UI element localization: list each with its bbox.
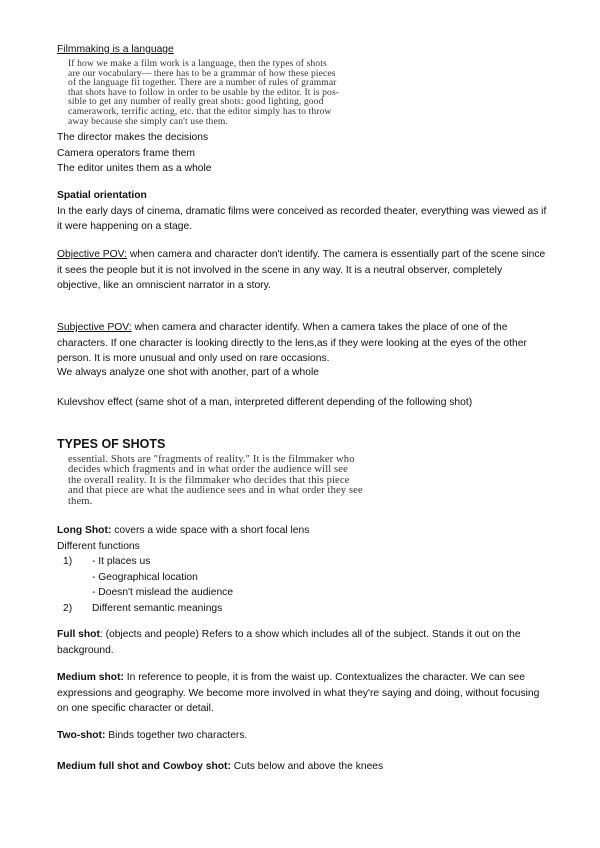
subjective-pov-paragraph (57, 320, 547, 367)
sub-item: - Geographical location (92, 571, 198, 583)
list-number: 1) (63, 556, 73, 567)
list-item (57, 601, 547, 617)
scan-line: camerawork, terrific acting, etc. that the editor simply has to throw (68, 105, 332, 117)
medium-shot-term: Medium shot: (57, 672, 124, 683)
scan-line: of the language fit together. There are a number of rules of grammar (68, 77, 337, 89)
full-shot-text: : (objects and people) Refers to a show which includes all of the subject. Stands it out on the background. (57, 629, 521, 656)
list-item-text: Different semantic meanings (92, 602, 223, 614)
cowboy-shot-term: Medium full shot and Cowboy shot: (57, 761, 231, 772)
kulevshov-line: Kulevshov effect (same shot of a man, interpreted different depending of the following shot) (57, 397, 473, 408)
list-number: 2) (63, 602, 73, 614)
subjective-pov-text: when camera and character identify. When a camera takes the place of one of the characters. If one character is looking directly to the lens,as if they were looking at the eyes of the other person. It is more unusual and only used on rare occasions. (57, 322, 527, 364)
role-line: The editor unites them as a whole (57, 163, 212, 174)
long-shot-definition (57, 523, 547, 539)
spatial-orientation-section (57, 188, 547, 235)
objective-pov-text: when camera and character don't identify. The camera is essentially part of the scene since it sees the people but it is not involved in the scene in any way. It is a neutral observer, completely objective, like an omniscient narrator in a story. (57, 249, 546, 291)
full-shot-paragraph (57, 627, 547, 658)
analyze-line: We always analyze one shot with another, part of a whole (57, 367, 319, 378)
role-line: Camera operators frame them (57, 147, 195, 159)
full-shot-term: Full shot (57, 629, 100, 640)
functions-label: Different functions (57, 540, 140, 552)
heading-filmmaking: Filmmaking is a language (57, 44, 174, 55)
scanned-excerpt-fragments (68, 455, 363, 507)
scan-line: away because she simply can't use them. (68, 115, 228, 127)
long-shot-section (57, 523, 547, 616)
scan-line: decides which fragments and in what order the audience will see (68, 464, 348, 476)
medium-shot-text: In reference to people, it is from the waist up. Contextualizes the character. We can see expressions and geography. We become more involved in what they're saying and doing, without focusing on one specific character or detail. (57, 672, 540, 714)
long-shot-term: Long Shot: (57, 525, 112, 536)
objective-pov-paragraph (57, 247, 547, 294)
list-item-text: - It places us (92, 556, 151, 567)
cowboy-shot-text: Cuts below and above the knees (230, 761, 384, 772)
two-shot-text: Binds together two characters. (105, 730, 248, 741)
scan-line: and that piece are what the audience sees and in what order they see (68, 485, 363, 497)
scan-line: If how we make a film work is a language, then the types of shots (68, 58, 327, 69)
two-shot-term: Two-shot: (57, 730, 106, 741)
role-line: The director makes the decisions (57, 132, 209, 143)
objective-pov-term: Objective POV: (57, 249, 128, 260)
scan-line: that shots have to follow in order to be usable by the editor. It is pos- (68, 86, 340, 98)
spatial-orientation-text: In the early days of cinema, dramatic films were conceived as recorded theater, everything was viewed as if it were happening on a stage. (57, 205, 547, 232)
scan-line: sible to get any number of really great shots: good lighting, good (68, 96, 324, 108)
cowboy-shot-paragraph (57, 759, 547, 775)
scanned-excerpt-language (68, 59, 339, 126)
list-item (57, 554, 547, 570)
medium-shot-paragraph (57, 670, 547, 717)
roles-list (57, 130, 547, 177)
types-of-shots-heading: TYPES OF SHOTS (57, 437, 166, 451)
sub-item: - Doesn't mislead the audience (92, 587, 234, 598)
spatial-orientation-title: Spatial orientation (57, 190, 147, 201)
subjective-pov-term: Subjective POV: (57, 322, 132, 333)
scan-line: essential. Shots are "fragments of reality." It is the filmmaker who (68, 454, 355, 465)
scan-line: are our vocabulary— there has to be a grammar of how these pieces (68, 67, 336, 79)
scan-line: them. (68, 495, 93, 507)
scan-line: the overall reality. It is the filmmaker who decides that this piece (68, 474, 350, 486)
two-shot-paragraph (57, 728, 547, 744)
long-shot-text: covers a wide space with a short focal lens (111, 525, 310, 536)
